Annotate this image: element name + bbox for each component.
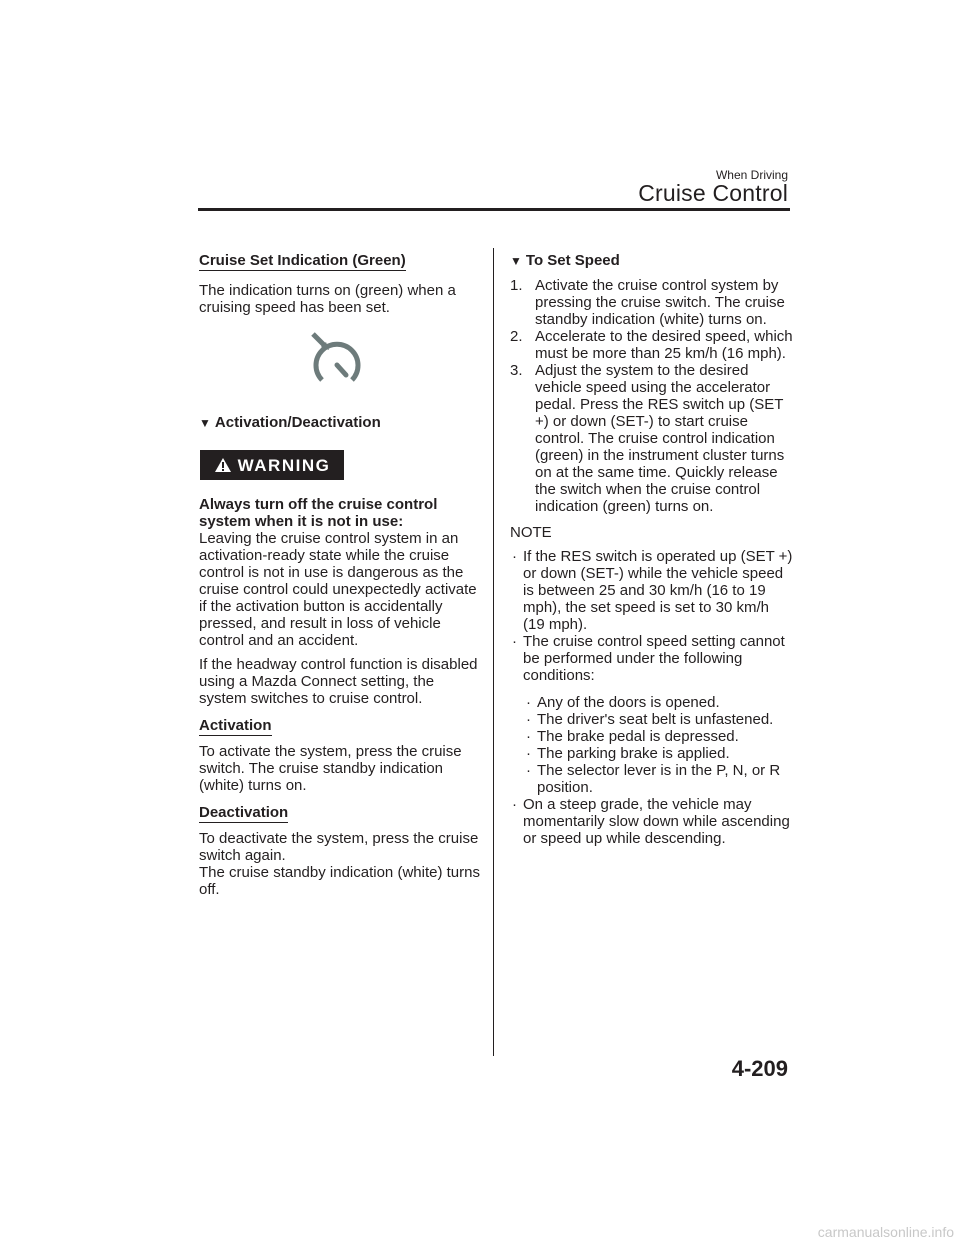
condition-text: The selector lever is in the P, N, or R position.	[537, 762, 781, 796]
activation-text: To activate the system, press the cruise switch. The cruise standby indication (white) turns on.	[199, 743, 462, 794]
section-marker-icon: ▼	[510, 254, 522, 268]
note-bullets	[510, 548, 794, 684]
list-item: · Any of the doors is opened.	[524, 694, 794, 711]
note-label: NOTE	[510, 524, 552, 541]
list-item	[510, 277, 794, 328]
warning-bold-text: Always turn off the cruise control system when it is not in use:	[199, 496, 438, 530]
list-item: · The selector lever is in the P, N, or R position.	[524, 762, 794, 796]
warning-label: WARNING	[237, 455, 331, 475]
step-text: Accelerate to the desired speed, which must be more than 25 km/h (16 mph).	[535, 328, 793, 362]
condition-text: Any of the doors is opened.	[537, 694, 720, 711]
step-number: 3.	[510, 362, 523, 379]
list-item: · If the RES switch is operated up (SET +) or down (SET-) while the vehicle speed is between 25 and 30 km/h (16 to 19 mph), the set speed is set to 30 km/h (19 mph).	[512, 548, 793, 633]
step-text: Adjust the system to the desired vehicle speed using the accelerator pedal. Press the RES switch up (SET +) or down (SET-) to start cruise control. The cruise control indication (green) in the instrument cluster turns on at the same time. Quickly release the switch when the cruise control indication (green) turns on.	[535, 362, 785, 515]
activation-subheading: Activation	[199, 717, 272, 734]
condition-text: The parking brake is applied.	[537, 745, 730, 762]
condition-text: The brake pedal is depressed.	[537, 728, 739, 745]
left-column	[199, 252, 481, 898]
warning-triangle-icon	[214, 457, 232, 473]
condition-list	[524, 694, 794, 796]
list-item: · The brake pedal is depressed.	[524, 728, 794, 745]
list-item	[510, 362, 794, 515]
list-item: · The parking brake is applied.	[524, 745, 794, 762]
headway-text: If the headway control function is disabled using a Mazda Connect setting, the system switches to cruise control.	[199, 656, 478, 707]
section-marker-icon: ▼	[199, 416, 211, 430]
deactivation-subheading: Deactivation	[199, 804, 289, 821]
condition-text: The driver's seat belt is unfastened.	[537, 711, 774, 728]
list-item: · The driver's seat belt is unfastened.	[524, 711, 794, 728]
warning-badge	[200, 450, 344, 480]
note-bullet-text: On a steep grade, the vehicle may momentarily slow down while ascending or speed up while descending.	[523, 796, 790, 847]
header-rule	[198, 208, 790, 211]
activation-section-heading	[199, 414, 481, 432]
step-number: 1.	[510, 277, 523, 294]
step-text: Activate the cruise control system by pressing the cruise switch. The cruise standby indication (white) turns on.	[535, 277, 785, 328]
warning-text: Leaving the cruise control system in an activation-ready state while the cruise control is not in use is dangerous as the cruise control could unexpectedly activate if the activation button is accidentally pressed, and result in loss of vehicle control and an accident.	[199, 530, 477, 649]
set-indication-heading: Cruise Set Indication (Green)	[199, 252, 406, 269]
note-bullets-2	[510, 796, 794, 847]
step-number: 2.	[510, 328, 523, 345]
list-item	[510, 328, 794, 362]
deactivation-text-1: To deactivate the system, press the cruise switch again.	[199, 830, 479, 864]
set-speed-steps	[510, 277, 794, 515]
list-item: · On a steep grade, the vehicle may momentarily slow down while ascending or speed up while descending.	[510, 796, 794, 847]
page-number: 4-209	[731, 1056, 788, 1081]
cruise-set-indicator-icon	[307, 330, 367, 390]
set-speed-section-heading	[510, 252, 794, 270]
list-item: · The cruise control speed setting cannot be performed under the following conditions:	[510, 633, 794, 684]
deactivation-text-2: The cruise standby indication (white) turns off.	[199, 864, 480, 898]
right-column	[510, 252, 794, 847]
set-indication-text: The indication turns on (green) when a cruising speed has been set.	[199, 282, 456, 316]
set-speed-heading-text: To Set Speed	[525, 252, 620, 269]
note-bullet-text: The cruise control speed setting cannot be performed under the following conditions:	[523, 633, 785, 684]
note-bullet-text: If the RES switch is operated up (SET +) or down (SET-) while the vehicle speed is between 25 and 30 km/h (16 to 19 mph), the set speed is set to 30 km/h (19 mph).	[523, 548, 793, 633]
page-title: Cruise Control	[638, 180, 788, 206]
column-divider	[493, 248, 494, 1056]
watermark: carmanualsonline.info	[817, 1224, 954, 1240]
warning-box	[199, 450, 481, 480]
section-label: When Driving	[715, 168, 788, 182]
activation-heading-text: Activation/Deactivation	[214, 414, 381, 431]
